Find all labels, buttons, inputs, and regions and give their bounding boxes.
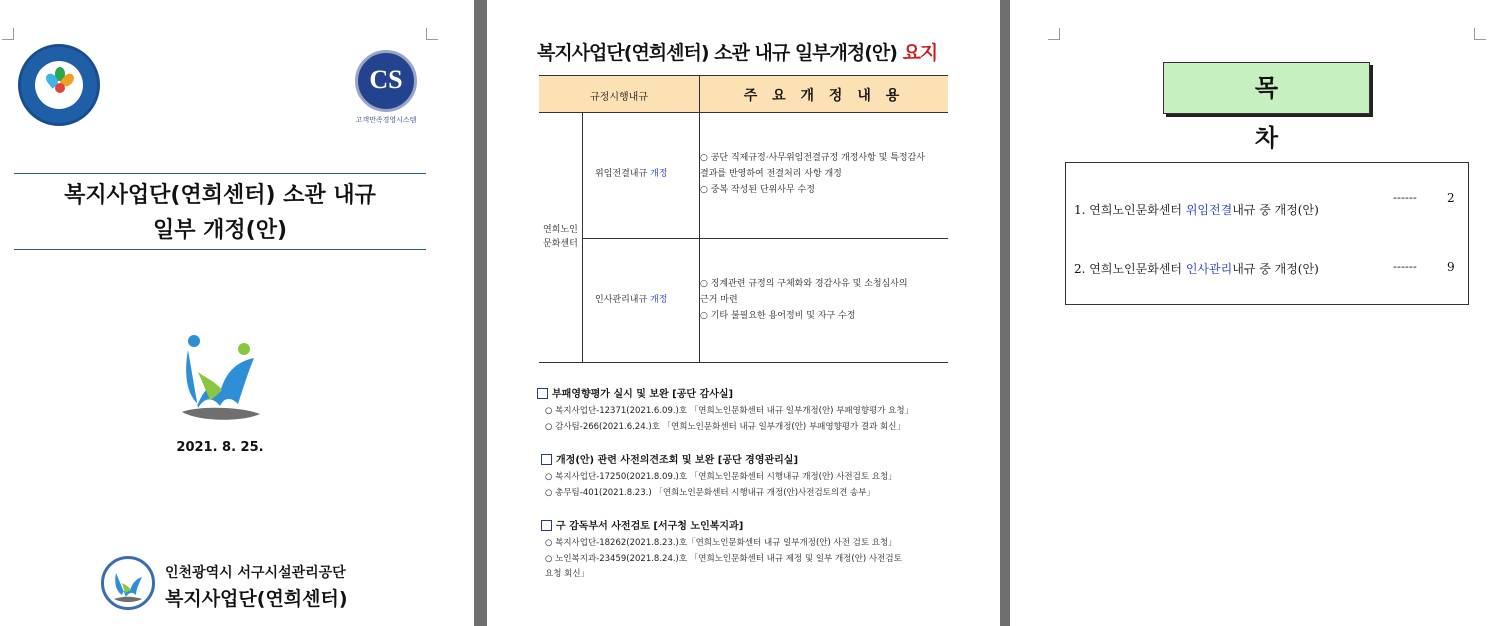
summary-page xyxy=(487,0,1000,626)
revision-detail: ○ 기타 불필요한 용어정비 및 자구 수정 xyxy=(700,311,856,321)
toc-leader: ------ xyxy=(1393,260,1417,273)
header-rule-column: 규정시행내규 xyxy=(590,92,648,103)
review-item: ○ 노인복지과-23459(2021.8.24.)호 「연희노인문화센터 내규 제정 및 일부 개정(안) 사전검토 xyxy=(545,554,902,564)
group-label-line2: 문화센터 xyxy=(543,239,578,249)
best-hr-developer-seal xyxy=(18,44,100,126)
checkbox-icon xyxy=(537,388,548,399)
review-item: ○ 총무팀-401(2021.8.23.) 「연희노인문화센터 시행내규 개정(안)사전검토의견 송부」 xyxy=(545,488,875,498)
revision-detail: ○ 징계관련 규정의 구체화와 경감사유 및 소청심사의 xyxy=(700,279,908,289)
toc-leader: ------ xyxy=(1393,191,1417,204)
table-row xyxy=(595,166,667,182)
revision-detail: 결과를 반영하여 전결처리 사항 개정 xyxy=(700,169,842,179)
revision-table-header xyxy=(539,75,948,113)
crop-mark xyxy=(426,28,438,40)
cs-certification-seal xyxy=(343,46,429,126)
toc-page-number: 2 xyxy=(1447,191,1455,205)
revision-detail: ○ 중복 작성된 단위사무 수정 xyxy=(700,185,815,195)
header-content-column: 주 요 개 정 내 용 xyxy=(743,88,905,104)
revision-detail: 근거 마련 xyxy=(700,295,738,305)
crop-mark xyxy=(2,28,14,40)
table-row xyxy=(595,292,667,308)
toc-page-number: 9 xyxy=(1447,260,1455,274)
summary-title-accent: 요지 xyxy=(902,42,938,64)
summary-title xyxy=(537,38,937,65)
toc-list xyxy=(1065,162,1469,305)
toc-entry[interactable]: 1. 연희노인문화센터 위임전결내규 중 개정(안) xyxy=(1074,203,1319,217)
department-name: 복지사업단(연희센터) xyxy=(165,588,348,610)
review-item: ○ 복지사업단-18262(2021.8.23.)호「연희노인문화센터 내규 일부개정(안) 사전 검토 요청」 xyxy=(545,538,897,548)
table-row-divider xyxy=(582,238,948,239)
crop-mark xyxy=(1048,28,1060,40)
group-label-line1: 연희노인 xyxy=(543,225,578,235)
cover-title-line2: 일부 개정(안) xyxy=(152,218,288,243)
organization-name: 인천광역시 서구시설관리공단 xyxy=(165,565,346,581)
cs-seal-caption: 고객만족경영시스템 xyxy=(355,116,417,124)
cover-date: 2021. 8. 25. xyxy=(176,440,264,455)
review-item: ○ 복지사업단-17250(2021.8.09.)호 「연희노인문화센터 시행내규 개정(안) 사전검토 요청」 xyxy=(545,472,897,482)
rule-action: 개정 xyxy=(650,169,668,179)
review-section-heading: 구 감독부서 사전검토 [서구청 노인복지과] xyxy=(541,517,743,532)
crop-mark xyxy=(1474,28,1486,40)
table-bottom-rule xyxy=(539,362,948,363)
checkbox-icon xyxy=(541,454,552,465)
center-logo xyxy=(180,332,262,424)
cover-page xyxy=(0,0,474,626)
checkbox-icon xyxy=(541,520,552,531)
toc-entry[interactable]: 2. 연희노인문화센터 인사관리내규 중 개정(안) xyxy=(1074,262,1319,276)
rule-name: 인사관리내규 xyxy=(595,295,648,305)
review-section-heading: 개정(안) 관련 사전의견조회 및 보완 [공단 경영관리실] xyxy=(541,451,798,466)
review-item: ○ 감사팀-266(2021.6.24.)호 「연희노인문화센터 내규 일부개정(안) 부패영향평가 결과 회신」 xyxy=(545,422,905,432)
rule-action: 개정 xyxy=(650,295,668,305)
organization-seal xyxy=(101,556,155,610)
revision-detail: ○ 공단 직제규정·사무위임전결규정 개정사항 및 특정감사 xyxy=(700,153,925,163)
review-item: 요청 회신」 xyxy=(545,569,590,579)
title-rule-bottom xyxy=(14,249,426,250)
toc-page xyxy=(1010,0,1490,626)
review-section-heading: 부패영향평가 실시 및 보완 [공단 감사실] xyxy=(537,385,733,400)
title-rule-top xyxy=(14,173,426,174)
toc-title: 목차 xyxy=(1163,62,1370,114)
cs-seal-label: CS xyxy=(355,50,417,112)
review-item: ○ 복지사업단-12371(2021.6.09.)호 「연희노인문화센터 내규 일부개정(안) 부패영향평가 요청」 xyxy=(545,406,914,416)
cover-title-line1: 복지사업단(연희센터) 소관 내규 xyxy=(64,183,376,208)
rule-name: 위임전결내규 xyxy=(595,169,648,179)
summary-title-main: 복지사업단(연희센터) 소관 내규 일부개정(안) xyxy=(537,42,903,64)
